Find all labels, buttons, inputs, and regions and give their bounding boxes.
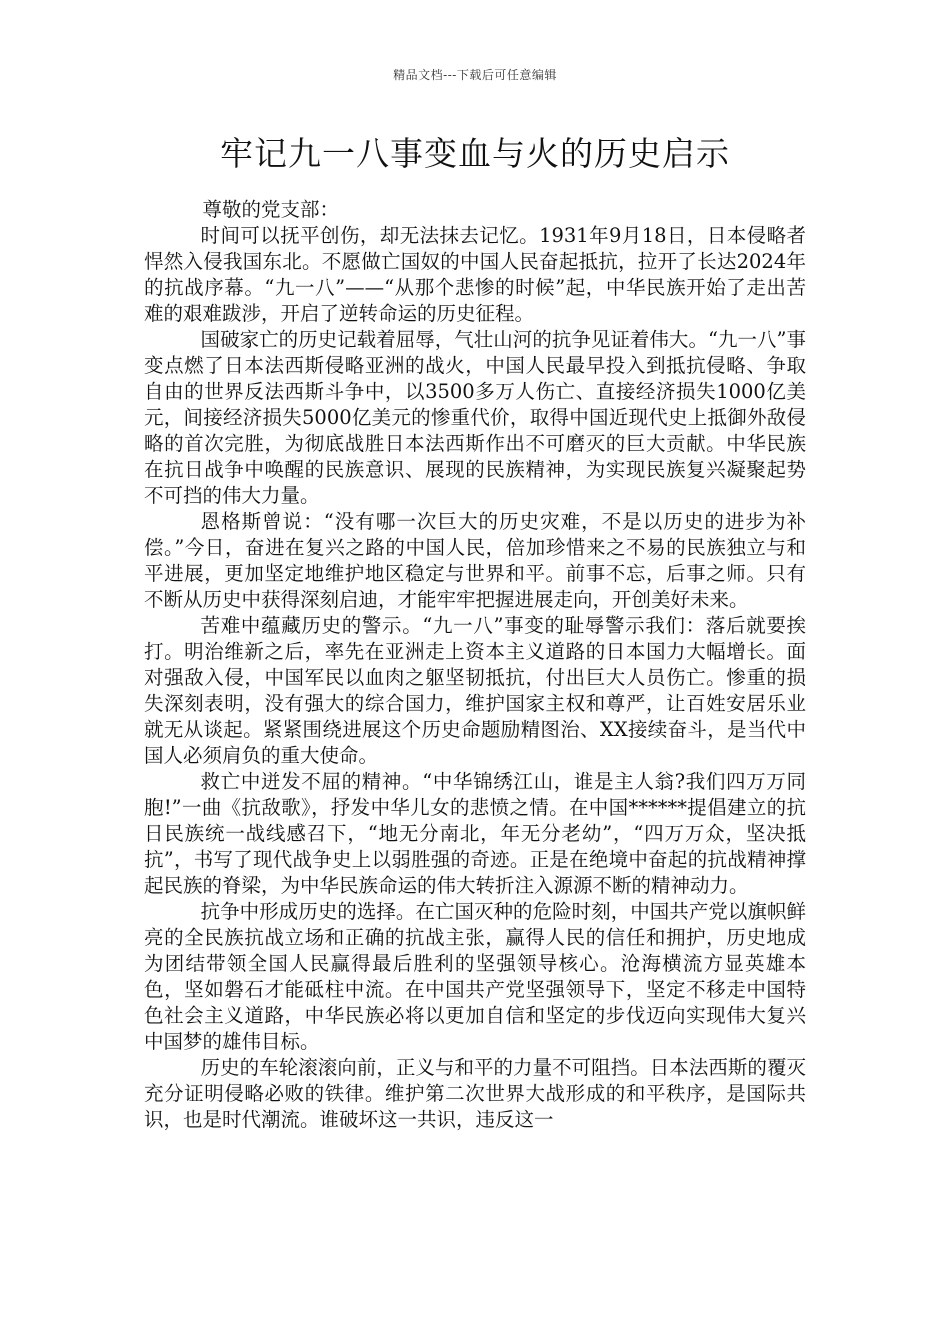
paragraph: 救亡中迸发不屈的精神。“中华锦绣江山，谁是主人翁?我们四万万同胞!”一曲《抗敌歌》，抒发中华儿女的悲愤之情。在中国******提倡建立的抗日民族统一战线感召下，“地无分南北，年无分老幼”，“四万万众，坚决抵抗”，书写了现代战争史上以弱胜强的奇迹。正是在绝境中奋起的抗战精神撑起民族的脊梁，为中华民族命运的伟大转折注入源源不断的精神动力。 xyxy=(144,770,806,897)
paragraph: 时间可以抚平创伤，却无法抹去记忆。1931年9月18日，日本侵略者悍然入侵我国东北。不愿做亡国奴的中国人民奋起抵抗，拉开了长达2024年的抗战序幕。“九一八”——“从那个悲惨的时候”起，中华民族开始了走出苦难的艰难跋涉，开启了逆转命运的历史征程。 xyxy=(144,224,806,325)
document-title: 牢记九一八事变血与火的历史启示 xyxy=(220,134,730,173)
paragraph: 恩格斯曾说：“没有哪一次巨大的历史灾难，不是以历史的进步为补偿。”今日，奋进在复兴之路的中国人民，倍加珍惜来之不易的民族独立与和平进展，更加坚定地维护地区稳定与世界和平。前事不忘，后事之师。只有不断从历史中获得深刻启迪，才能牢牢把握进展走向，开创美好未来。 xyxy=(144,510,806,611)
paragraph: 历史的车轮滚滚向前，正义与和平的力量不可阻挡。日本法西斯的覆灭充分证明侵略必败的铁律。维护第二次世界大战形成的和平秩序，是国际共识，也是时代潮流。谁破坏这一共识，违反这一 xyxy=(144,1056,806,1131)
document-body xyxy=(144,197,806,1133)
salutation: 尊敬的党支部： xyxy=(202,198,340,221)
paragraph: 抗争中形成历史的选择。在亡国灭种的危险时刻，中国共产党以旗帜鲜亮的全民族抗战立场和正确的抗战主张，赢得人民的信任和拥护，历史地成为团结带领全国人民赢得最后胜利的坚强领导核心。沧海横流方显英雄本色，坚如磐石才能砥柱中流。在中国共产党坚强领导下，坚定不移走中国特色社会主义道路，中华民族必将以更加自信和坚定的步伐迈向实现伟大复兴中国梦的雄伟目标。 xyxy=(144,900,806,1053)
page-header: 精品文档---下载后可任意编辑 xyxy=(393,68,557,82)
paragraph: 苦难中蕴藏历史的警示。“九一八”事变的耻辱警示我们：落后就要挨打。明治维新之后，率先在亚洲走上资本主义道路的日本国力大幅增长。面对强敌入侵，中国军民以血肉之躯坚韧抵抗，付出巨大人员伤亡。惨重的损失深刻表明，没有强大的综合国力，维护国家主权和尊严，让百姓安居乐业就无从谈起。紧紧围绕进展这个历史命题励精图治、XX接续奋斗，是当代中国人必须肩负的重大使命。 xyxy=(144,614,806,767)
paragraph: 国破家亡的历史记载着屈辱，气壮山河的抗争见证着伟大。“九一八”事变点燃了日本法西斯侵略亚洲的战火，中国人民最早投入到抵抗侵略、争取自由的世界反法西斯斗争中，以3500多万人伤亡、直接经济损失1000亿美元，间接经济损失5000亿美元的惨重代价，取得中国近现代史上抵御外敌侵略的首次完胜，为彻底战胜日本法西斯作出不可磨灭的巨大贡献。中华民族在抗日战争中唤醒的民族意识、展现的民族精神，为实现民族复兴凝聚起势不可挡的伟大力量。 xyxy=(144,328,806,507)
